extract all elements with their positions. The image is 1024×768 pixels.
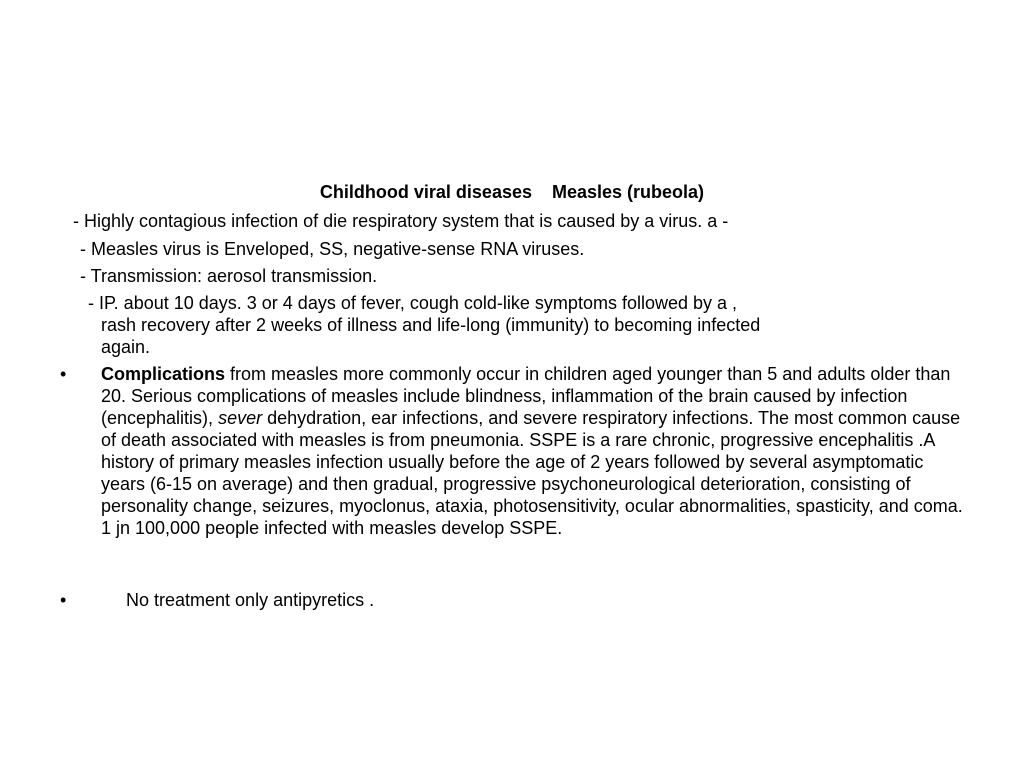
- complications-italic: sever: [218, 408, 263, 428]
- slide-title: [0, 180, 1024, 204]
- ip-line-1: - IP. about 10 days. 3 or 4 days of fever, cough cold-like symptoms followed by a ,: [88, 293, 738, 313]
- complications-paragraph: [101, 363, 967, 539]
- line-transmission: - Transmission: aerosol transmission.: [80, 266, 378, 286]
- ip-line-2: rash recovery after 2 weeks of illness and life-long (immunity) to becoming infected: [101, 315, 761, 335]
- title-part-2: Measles (rubeola): [552, 182, 705, 202]
- bullet-complications: •: [60, 364, 67, 384]
- complications-text-b: dehydration, ear infections, and severe respiratory infections. The most common cause of death associated with measles is from pneumonia. SSPE is a rare chronic, progressive encephalitis .A history of primary measles infection usually before the age of 2 years followed by several asymptomatic years (6-15 on average) and then gradual, progressive psychoneurological deterioration, consisting of personality change, seizures, myoclonus, ataxia, photosensitivity, ocular abnormalities, spasticity, and coma. 1 jn 100,000 people infected with measles develop SSPE.: [101, 408, 963, 538]
- treatment-text: No treatment only antipyretics .: [126, 590, 375, 610]
- line-contagious: - Highly contagious infection of die respiratory system that is caused by a virus. a -: [73, 211, 729, 231]
- ip-line-3: again.: [101, 337, 151, 357]
- title-part-1: Childhood viral diseases: [319, 182, 532, 202]
- bullet-treatment: •: [60, 590, 67, 610]
- line-virus: - Measles virus is Enveloped, SS, negative-sense RNA viruses.: [80, 239, 585, 259]
- complications-heading: Complications: [101, 364, 226, 384]
- complications-text-a: from measles more commonly occur in children aged younger than 5 and adults older than 20. Serious complications of measles include blindness, inflammation of the brain caused by infection (encephalitis),: [101, 364, 951, 428]
